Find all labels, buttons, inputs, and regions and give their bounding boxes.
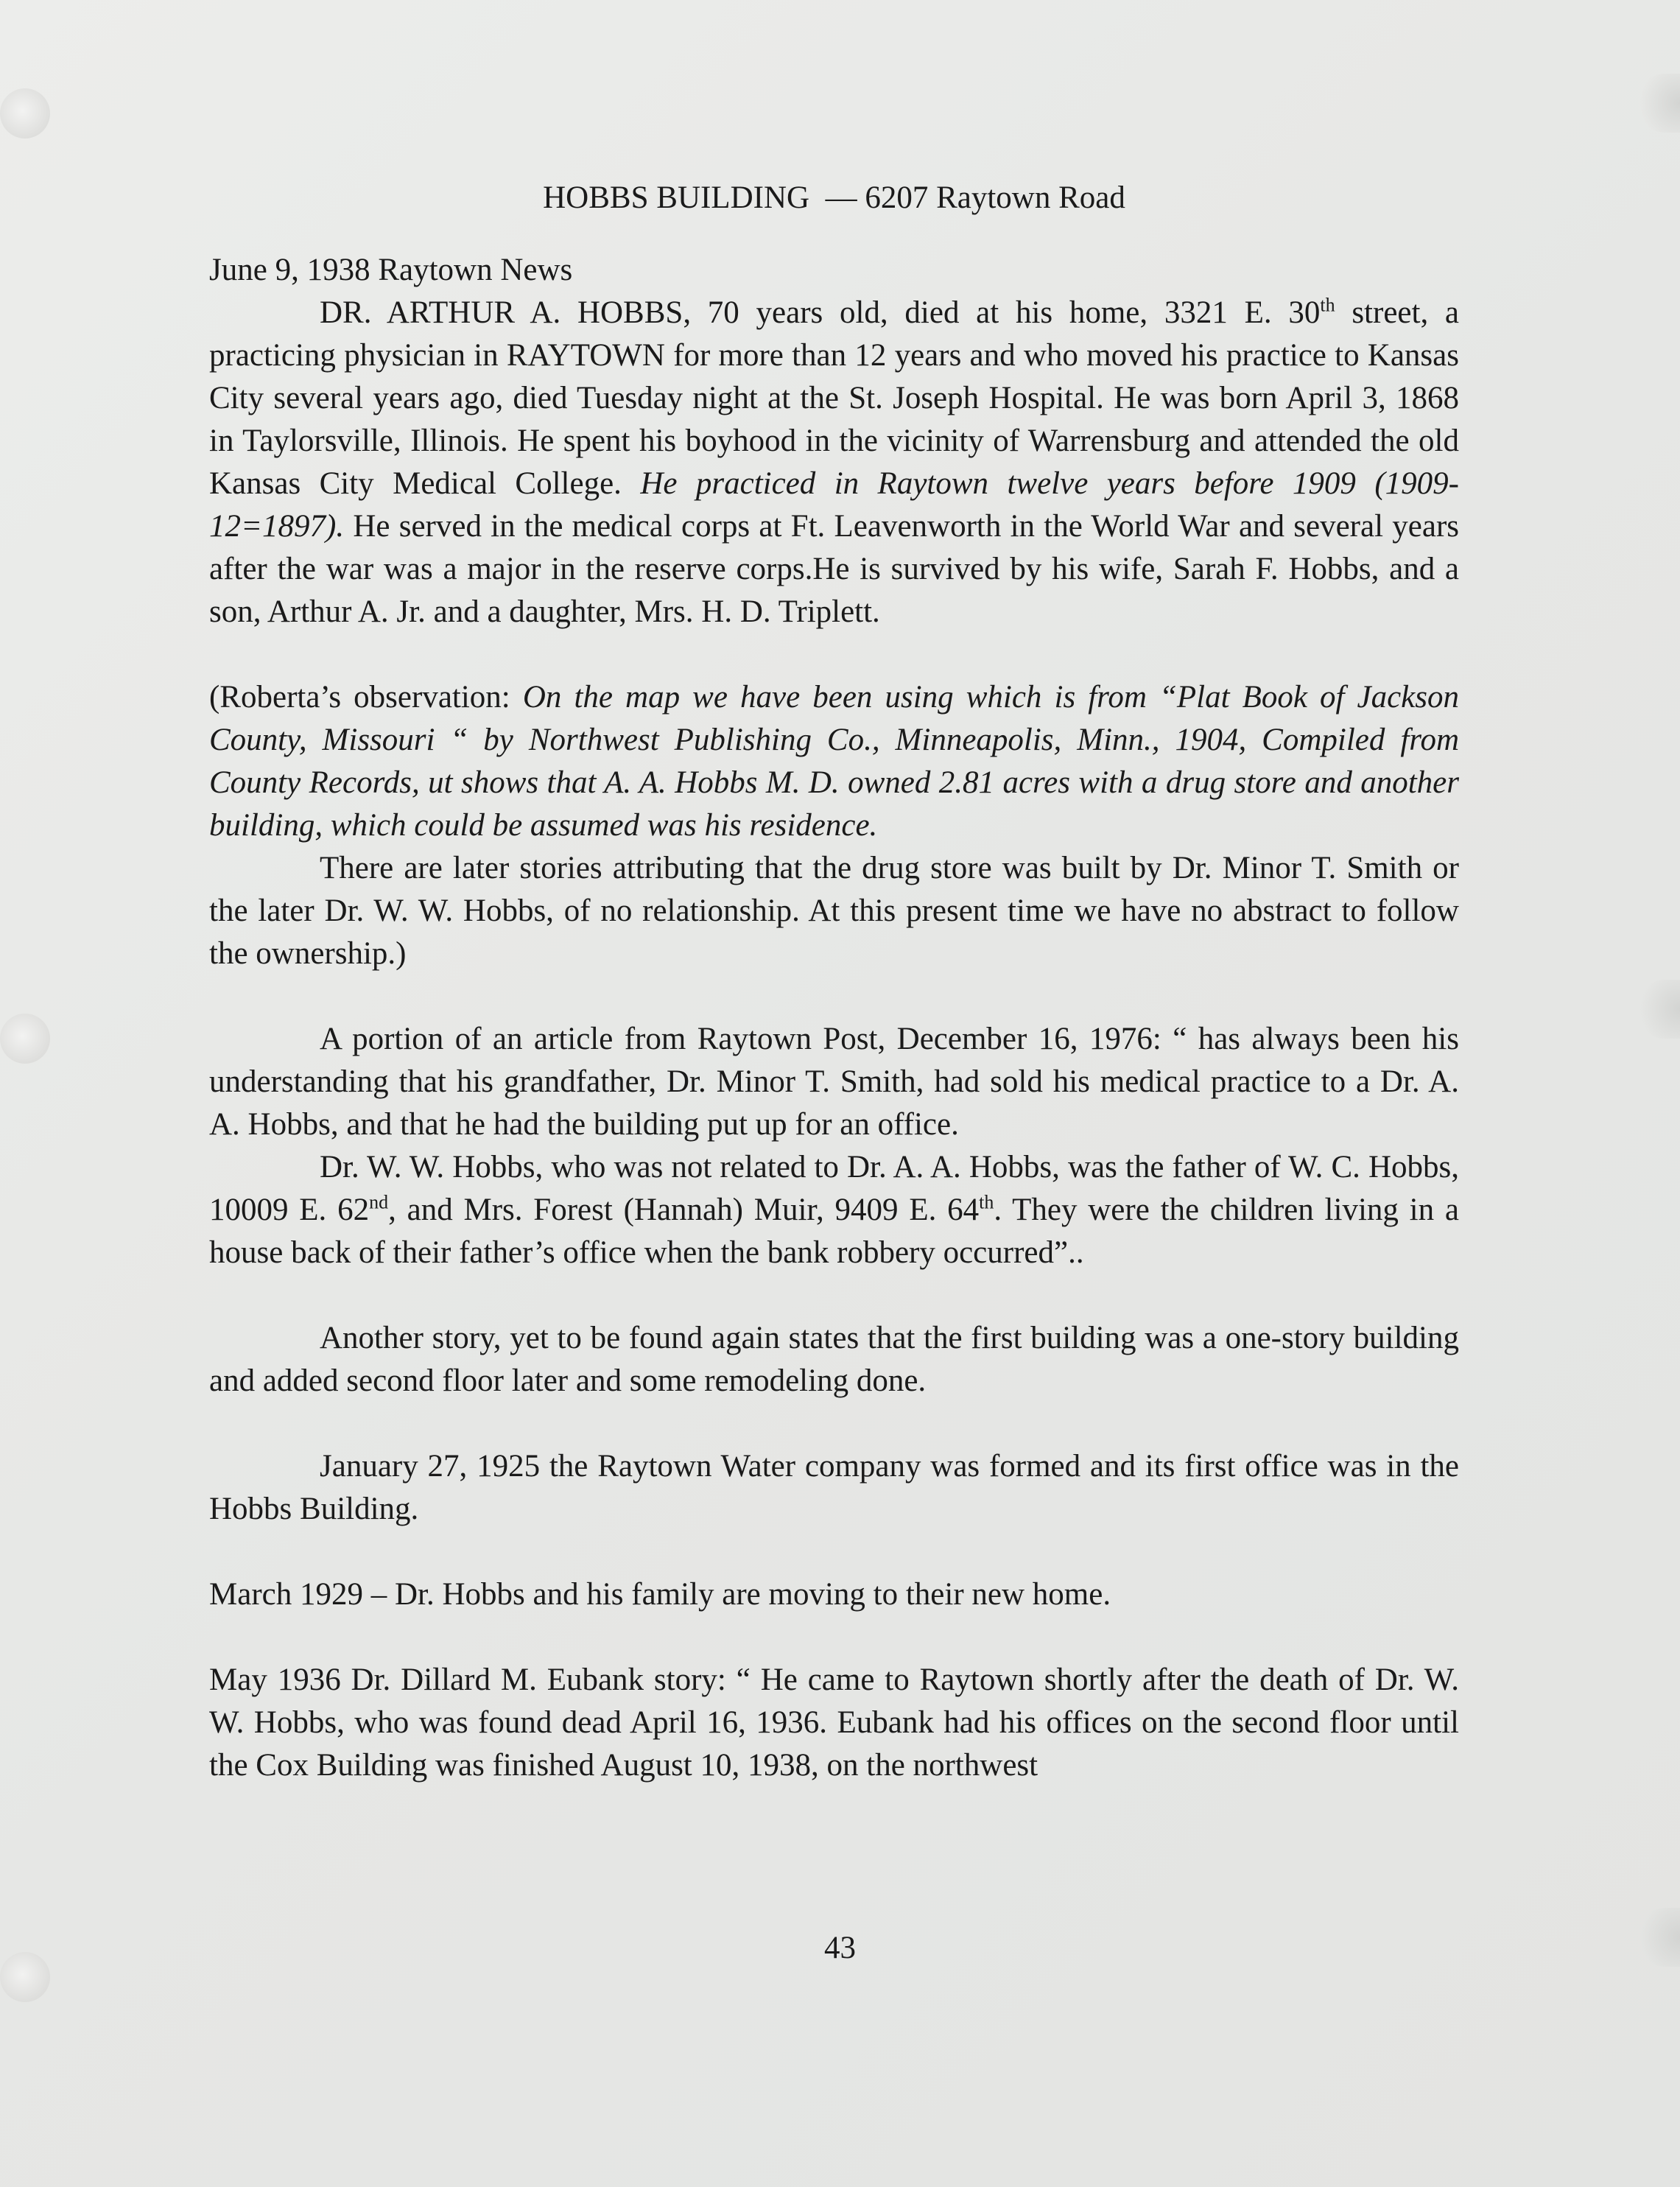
observation-paragraph: (Roberta’s observation: On the map we have been using which is from “Plat Book of Jackson County, Missouri “ by Northwest Publishing Co., Minneapolis, Minn., 1904, Compiled from County Records, ut shows that A. A. Hobbs M. D. owned 2.81 acres with a drug store and another building, which could be assumed was his residence. (209, 680, 1460, 843)
another-story-paragraph: Another story, yet to be found again states that the first building was a one-story building and added second floor later and some remodeling done. (209, 1321, 1459, 1398)
may-1936-paragraph: May 1936 Dr. Dillard M. Eubank story: “ He came to Raytown shortly after the death of Dr. W. W. Hobbs, who was found dead April 16, 1936. Eubank had his offices on the second floor until the Cox Building was finished August 10, 1938, on the northwest (209, 1663, 1459, 1783)
page-title (209, 177, 1459, 220)
post-article-paragraph: A portion of an article from Raytown Post, December 16, 1976: “ has always been his understanding that his grandfather, Dr. Minor T. Smith, had sold his medical practice to a Dr. A. A. Hobbs, and that he had the building put up for an office. (209, 1022, 1459, 1142)
obituary-dateline: June 9, 1938 Raytown News (209, 253, 573, 287)
obituary-paragraph: DR. ARTHUR A. HOBBS, 70 years old, died at his home, 3321 E. 30th street, a practicing physician in RAYTOWN for more than 12 years and who moved his practice to Kansas City several years ago, died Tuesday night at the St. Joseph Hospital. He was born April 3, 1868 in Taylorsville, Illinois. He spent his boyhood in the vicinity of Warrensburg and attended the old Kansas City Medical College. He practiced in Raytown twelve years before 1909 (1909-12=1897). He served in the medical corps at Ft. Leavenworth in the World War and several years after the war was a major in the reserve corps.He is survived by his wife, Sarah F. Hobbs, and a son, Arthur A. Jr. and a daughter, Mrs. H. D. Triplett. (209, 294, 1460, 629)
post-article-paragraph-2: Dr. W. W. Hobbs, who was not related to Dr. A. A. Hobbs, was the father of W. C. Hobbs, 10009 E. 62nd, and Mrs. Forest (Hannah) Muir, 9409 E. 64th. They were the children living in a house back of their father’s office when the bank robbery occurred”.. (209, 1150, 1459, 1270)
title-dash: — (825, 180, 857, 215)
punch-hole (0, 1014, 50, 1064)
document-body (209, 177, 1459, 1787)
punch-hole (0, 88, 50, 138)
observation-followup: There are later stories attributing that the drug store was built by Dr. Minor T. Smith or the later Dr. W. W. Hobbs, of no relationship. At this present time we have no abstract to follow the ownership.) (209, 851, 1459, 971)
title-address: 6207 Raytown Road (865, 180, 1125, 215)
water-company-paragraph: January 27, 1925 the Raytown Water company was formed and its first office was in the Hobbs Building. (209, 1449, 1459, 1526)
page-number: 43 (824, 1931, 856, 1965)
title-building: HOBBS BUILDING (543, 180, 810, 215)
march-1929-paragraph: March 1929 – Dr. Hobbs and his family are moving to their new home. (209, 1577, 1111, 1612)
